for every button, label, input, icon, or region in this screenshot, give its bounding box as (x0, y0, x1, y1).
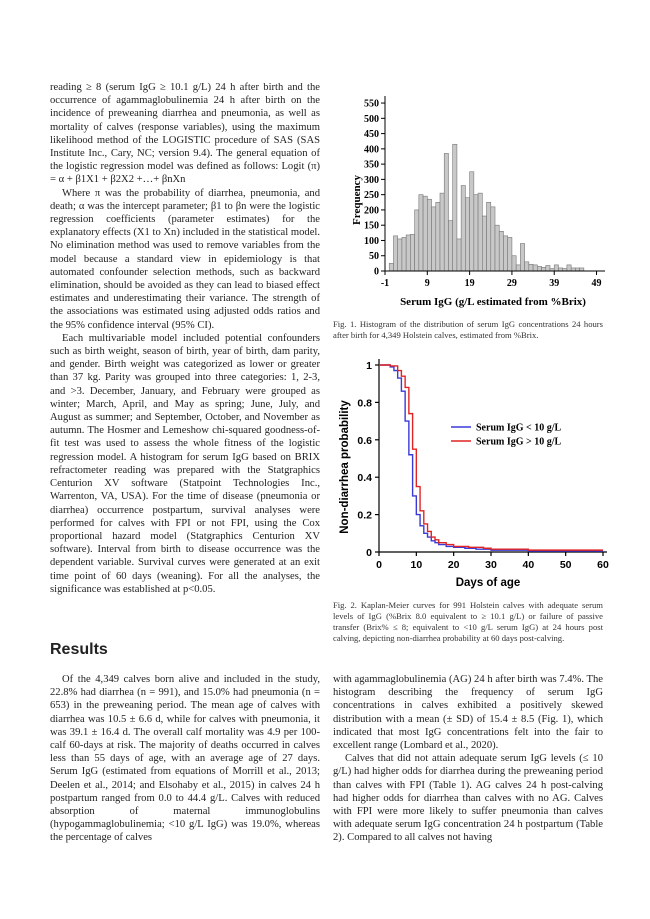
histogram-bar (487, 202, 491, 271)
histogram-bar (508, 237, 512, 271)
km-axes (357, 359, 609, 571)
histogram-y-tick-label: 300 (364, 174, 379, 186)
histogram-x-tick-label: 49 (591, 278, 602, 289)
km-y-tick-label: 1 (366, 360, 372, 372)
km-y-tick-label: 0.2 (357, 509, 372, 522)
km-x-tick-label: 30 (485, 559, 497, 571)
histogram-bar (398, 239, 402, 271)
km-y-axis-label: Non-diarrhea probability (339, 400, 351, 534)
paragraph-results-2: with agammaglobulinemia (AG) 24 h after birth was 7.4%. The histogram describing the frequency of serum IgG concentrations in calves exhibited a positively skewed distribution with a mean (± SD) of 15.4 ± 8.5 (Fig. 1), which indicated that most IgG concentrations felt into the fair to excellent range (Lombard et al., 2020). (333, 674, 603, 752)
paragraph-results-3: Calves that did not attain adequate serum IgG levels (≤ 10 g/L) had higher odds for diarrhea during the preweaning period than calves with FPI (Table 1). AG calves 24 h post-calving had higher odds for diarrhea than calves with no AG. Calves with FPI were more likely to suffer pneumonia than calves with adequate serum IgG concentration 24 h postpartum (Table 2). Compared to all calves not having (333, 753, 603, 844)
km-series-line-0 (379, 365, 603, 551)
histogram-bar (453, 144, 457, 271)
histogram-y-tick-label: 500 (364, 113, 379, 125)
histogram-x-tick-label: 39 (549, 278, 560, 289)
histogram-bar (423, 196, 427, 271)
paragraph-methods-3: Each multivariable model included potential confounders such as birth weight, season of birth, year of birth, dam parity, and gender. Birth weight was categorized as lower or greater than 37 kg. Parity was grouped into three categories: 1, 2-3, and >3. December, January, and February were grouped as winter; March, April, and May as spring; June, July, and August as summer; and September, October, and November as autumn. The Hosmer and Lemeshow chi-squared goodness-of-fit test was used to assess the whole fitness of the logistic regression model. A histogram for serum IgG based on BRIX refractometer reading was prepared with the Statgraphics Centurion XV software (Statpoint Technologies Inc., Warrenton, VA, USA). For the time of disease (pneumonia or diarrhea) occurrence postpartum, survival analyses were performed for calves with FPI or not FPI, using the Cox proportional hazard model (Statgraphics Centurion XV software). Interval from birth to disease occurrence was the dependent variable. Survival curves were generated at an exit time point of 60 days (weaning). For all the analyses, the significance was established at p<0.05. (50, 332, 320, 595)
histogram-bar (457, 239, 461, 271)
histogram-bar (474, 195, 478, 271)
histogram-bar (448, 221, 452, 271)
km-curves (379, 365, 603, 551)
km-legend-label-1: Serum IgG > 10 g/L (476, 436, 562, 448)
histogram-x-tick-label: 19 (464, 278, 475, 289)
histogram-x-axis-label: Serum IgG (g/L estimated from %Brix) (400, 296, 586, 308)
kaplan-meier-figure (333, 355, 613, 595)
histogram-bar (461, 186, 465, 272)
km-y-tick-label: 0.6 (357, 434, 372, 447)
histogram-y-tick-label: 350 (364, 159, 379, 171)
histogram-x-tick-label: 29 (506, 278, 517, 289)
figure-2-caption-label: Fig. 2. (333, 600, 357, 610)
histogram-bar (537, 266, 541, 271)
histogram-bar (465, 198, 469, 271)
histogram-bar (402, 237, 406, 271)
km-legend-label-0: Serum IgG < 10 g/L (476, 422, 562, 434)
histogram-bar (533, 265, 537, 271)
histogram-bar (495, 225, 499, 271)
histogram-y-tick-label: 450 (364, 129, 379, 141)
left-column (50, 81, 320, 596)
results-heading: Results (50, 641, 108, 658)
histogram-bars (389, 144, 584, 271)
histogram-bar (415, 210, 419, 271)
km-x-tick-label: 0 (376, 559, 382, 571)
histogram-bar (520, 244, 524, 271)
histogram-bar (389, 263, 393, 271)
km-x-tick-label: 40 (522, 559, 535, 571)
histogram-bar (444, 153, 448, 271)
km-x-tick-label: 50 (559, 559, 572, 571)
km-x-tick-label: 10 (410, 559, 423, 571)
histogram-bar (406, 235, 410, 271)
histogram-bar (440, 193, 444, 271)
histogram-bar (499, 231, 503, 271)
histogram-bar (491, 207, 495, 271)
histogram-bar (427, 199, 431, 271)
histogram-bar (432, 207, 436, 271)
paragraph-methods-1: reading ≥ 8 (serum IgG ≥ 10.1 g/L) 24 h after birth and the occurrence of agammaglobulinemia 24 h after birth on the incidence of preweaning diarrhea and pneumonia, as well as mortality of calves (response variables), using the maximum likelihood method of the LOGISTIC procedure of SAS (SAS Institute Inc., Cary, NC; version 9.4). The general equation of the logistic regression model was defined as follows: Logit (π) = α + β1X1 + β2X2 +…+ βnXn (50, 82, 320, 186)
histogram-x-tick-label: 9 (424, 278, 430, 289)
km-legend (451, 423, 561, 448)
histogram-bar (410, 234, 414, 271)
histogram-x-tick-label: -1 (380, 278, 390, 289)
km-x-tick-label: 60 (597, 559, 609, 571)
histogram-y-tick-label: 50 (369, 251, 379, 263)
results-left-column (50, 673, 320, 845)
histogram-y-tick-label: 250 (364, 190, 379, 202)
histogram-bar (525, 262, 529, 271)
histogram-bar (393, 236, 397, 271)
histogram-bar (542, 267, 546, 271)
figure-1-caption-text: Histogram of the distribution of serum IgG concentrations 24 hours after birth for 4,349 Holstein calves, estimated from %Brix. (333, 319, 603, 340)
histogram-bar (567, 265, 571, 271)
km-x-axis-label: Days of age (455, 577, 521, 589)
histogram-bar (503, 236, 507, 271)
histogram-figure (333, 88, 613, 313)
histogram-y-axis-label: Frequency (351, 175, 363, 225)
figure-2-caption-text: Kaplan-Meier curves for 991 Holstein calves with adequate serum levels of IgG (%Brix 8.0 equivalent to ≥ 10.1 g/L) or failure of passive transfer (Brix% ≤ 8; equivalent to <10 g/L serum IgG) at 24 hours post calving, depicting non-diarrhea probability at 60 days post-calving. (333, 600, 603, 643)
histogram-y-tick-label: 400 (364, 144, 379, 156)
histogram-bar (470, 172, 474, 271)
histogram-bar (419, 195, 423, 271)
histogram-bar (554, 265, 558, 271)
histogram-y-tick-label: 550 (364, 98, 379, 110)
histogram-y-tick-label: 0 (374, 266, 379, 278)
km-y-tick-label: 0 (366, 547, 372, 559)
paragraph-results-1: Of the 4,349 calves born alive and included in the study, 22.8% had diarrhea (n = 991), and 15.0% had pneumonia (n = 653) in the preweaning period. The mean age of calves with diarrhea was 10.5 ± 6.6 d, while for calves with pneumonia, it was 39.1 ± 16.4 d. The overall calf mortality was 4.9 per 100-calf 60-days at risk. The majority of deaths occurred in calves less than 55 days of age, with an average age of 27 days. Serum IgG (estimated from equations of Morrill et al., 2013; Deelen et al., 2014; and Elsohaby et al., 2015) in calves 24 h postpartum ranged from 0.0 to 44.4 g/L. Calves with reduced absorption of maternal immunoglobulins (hypogammaglobulinemia; <10 g/L IgG) was 19.0%, whereas the percentage of calves (50, 674, 320, 844)
figure-1-caption-label: Fig. 1. (333, 319, 357, 329)
figure-2-caption (333, 600, 603, 644)
km-y-tick-label: 0.8 (357, 397, 372, 410)
km-x-tick-label: 20 (447, 559, 460, 571)
histogram-bar (512, 256, 516, 271)
histogram-bar (436, 202, 440, 271)
histogram-bar (529, 264, 533, 271)
histogram-bar (478, 193, 482, 271)
histogram-bar (546, 266, 550, 271)
histogram-y-tick-label: 100 (364, 235, 379, 247)
figure-1-caption (333, 319, 603, 341)
paragraph-methods-2: Where π was the probability of diarrhea, pneumonia, and death; α was the intercept parameter; β1 to βn were the logistic regression coefficients (parameter estimates) for the explanatory effects (X1 to Xn) included in the statistical model. No elimination method was used to remove variables from the model because a standard view in epidemiology is that automated confounder selection methods, such as backward elimination, should be avoided as they can lead to biased effect estimates and underestimating their variance. The strength of the associations was estimated using adjusted odds ratios and the 95% confidence interval (95% CI). (50, 187, 320, 331)
histogram-bar (516, 265, 520, 271)
histogram-y-tick-label: 150 (364, 220, 379, 232)
km-y-tick-label: 0.4 (357, 472, 372, 485)
histogram-bar (482, 216, 486, 271)
histogram-y-tick-label: 200 (364, 205, 379, 217)
results-right-column (333, 673, 603, 845)
